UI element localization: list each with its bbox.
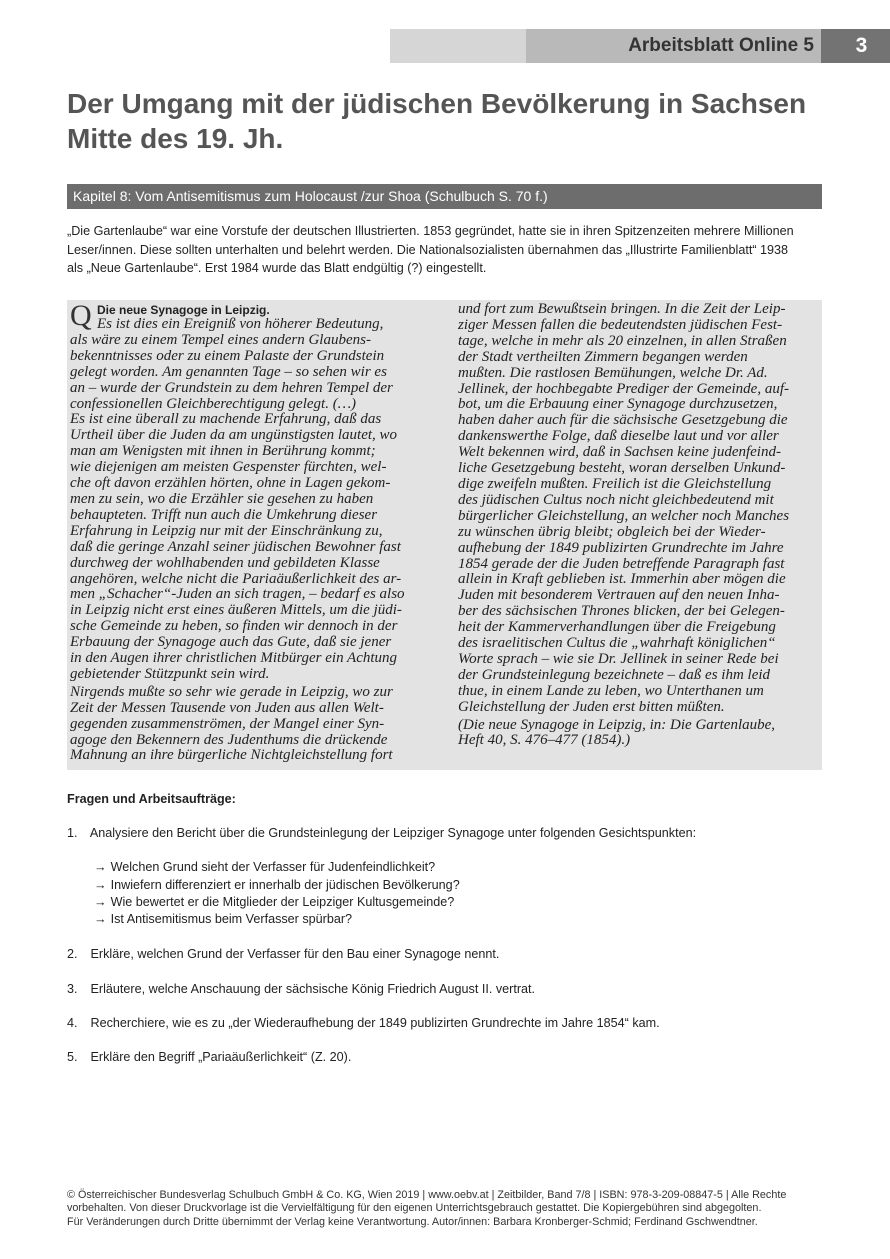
page-number: 3 — [855, 34, 868, 57]
worksheet-label: Arbeitsblatt Online 5 — [628, 35, 814, 56]
source-q-marker: Q — [70, 299, 92, 332]
source-column-left — [70, 299, 425, 764]
source-line: Urtheil über die Juden da am ungünstigsten lautet, wo — [70, 427, 398, 444]
task-number: 1. — [67, 826, 78, 840]
page-number-badge — [821, 29, 890, 63]
source-line: behaupteten. Trifft nun auch die Umkehrung dieser — [70, 506, 378, 523]
source-line: der Grundsteinlegung bezeichnete – daß es ihm leid — [458, 666, 771, 683]
source-column-right — [458, 302, 820, 749]
intro-line: Leser/innen. Diese sollten unterhalten und belehrt werden. Die Nationalsozialisten übernahmen das „Illustrirte Familienblatt“ 1938 — [67, 242, 789, 257]
intro-paragraph — [67, 222, 827, 278]
header-bar-light-segment — [390, 29, 526, 63]
source-line: 1854 gerade der die Juden betreffende Paragraph fast — [458, 555, 785, 572]
source-line: man am Wenigsten mit ihnen in Berührung kommt; — [70, 443, 376, 460]
source-line: gelegt worden. Am genannten Tage – so sehen wir es — [70, 363, 387, 380]
task-item — [67, 980, 535, 998]
source-heading: Die neue Synagoge in Leipzig. — [97, 303, 270, 317]
source-line: sche Gemeinde zu heben, so finden wir dennoch in der — [70, 618, 398, 635]
source-line: Juden mit besonderem Vertrauen auf den neuen Inha- — [458, 587, 780, 604]
source-line: (Die neue Synagoge in Leipzig, in: Die Gartenlaube, — [458, 716, 776, 733]
source-line: in den Augen ihrer christlichen Mitbürger ein Achtung — [70, 650, 398, 667]
source-line: Nirgends mußte so sehr wie gerade in Leipzig, wo zur — [70, 683, 393, 700]
source-paragraph-lines — [70, 317, 425, 412]
source-line: des jüdischen Cultus noch nicht gleichbedeutend mit — [458, 491, 774, 508]
task-item — [67, 824, 696, 842]
source-line: als wäre zu einem Tempel eines andern Glaubens- — [70, 331, 371, 348]
source-line: Welt bekennen wird, daß in Sachsen keine judenfeind- — [458, 444, 781, 461]
source-line: heit der Kammerverhandlungen über die Freigebung — [458, 619, 776, 636]
source-line: liche Gesetzgebung besteht, woran derselben Unkund- — [458, 460, 786, 477]
arrow-icon: → — [94, 912, 107, 926]
task-subitem — [94, 877, 460, 895]
arrow-icon: → — [94, 878, 107, 892]
source-line: zu wünschen übrig bleibt; obgleich bei der Wieder- — [458, 523, 766, 540]
task-text: Erkläre, welchen Grund der Verfasser für den Bau einer Synagoge nennt. — [90, 947, 500, 961]
source-line: Zeit der Messen Tausende von Juden aus allen Welt- — [70, 699, 384, 716]
source-line: Erfahrung in Leipzig nur mit der Einschränkung zu, — [70, 522, 383, 539]
task-number: 5. — [67, 1050, 78, 1064]
task-number: 3. — [67, 982, 78, 996]
source-line: Heft 40, S. 476–477 (1854).) — [458, 732, 631, 749]
source-line: Erbauung der Synagoge auch das Gute, daß sie jener — [70, 634, 392, 651]
source-line: durchweg der wohlhabenden und gebildeten Klasse — [70, 554, 380, 571]
source-line: allein in Kraft geblieben ist. Immerhin aber mögen die — [458, 571, 786, 588]
source-paragraph — [70, 685, 425, 765]
chapter-bar: Kapitel 8: Vom Antisemitismus zum Holocaust /zur Shoa (Schulbuch S. 70 f.) — [67, 184, 822, 209]
footer-line: vorbehalten. Von dieser Druckvorlage ist die Vervielfältigung für den eigenen Unterrichtsgebrauch gestattet. Die Kopiergebühren sind abgegolten. — [67, 1202, 762, 1215]
source-line: thue, in einem Lande zu leben, wo Unterthanen um — [458, 682, 764, 699]
task-text: Erkläre den Begriff „Pariaäußerlichkeit“ (Z. 20). — [90, 1050, 352, 1064]
source-line: Worte sprach – wie sie Dr. Jellinek in seiner Rede bei — [458, 650, 779, 667]
source-paragraph — [458, 302, 820, 716]
subitem-text: Inwiefern differenziert er innerhalb der jüdischen Bevölkerung? — [110, 878, 460, 892]
source-line: und fort zum Bewußtsein bringen. In die Zeit der Leip- — [458, 301, 786, 317]
source-paragraph — [70, 412, 425, 682]
source-line: men „Schacher“-Juden an sich tragen, – bedarf es also — [70, 586, 405, 603]
task-text: Analysiere den Bericht über die Grundsteinlegung der Leipziger Synagoge unter folgenden Gesichtspunkten: — [89, 826, 697, 840]
source-line: agoge den Bekennern des Judenthums die drückende — [70, 731, 388, 748]
source-line: ziger Messen fallen die bedeutendsten jüdischen Fest- — [458, 316, 783, 333]
tasks-heading: Fragen und Arbeitsaufträge: — [67, 792, 236, 806]
source-line: confessionellen Gleichberechtigung gelegt. (…) — [70, 395, 357, 412]
source-line: che oft davon erzählen hörten, ohne in Lagen gekom- — [70, 475, 391, 492]
source-line: Es ist eine überall zu machende Erfahrung, daß das — [70, 411, 382, 428]
source-line: ber des sächsischen Thrones blicken, der bei Gelegen- — [458, 603, 785, 620]
task-item — [67, 945, 499, 963]
source-line: daß die geringe Anzahl seiner jüdischen Bewohner fast — [70, 538, 401, 555]
source-box — [67, 300, 822, 770]
task-item — [67, 1014, 660, 1032]
source-citation — [458, 718, 820, 750]
task-subitem — [94, 859, 435, 877]
source-paragraph — [70, 299, 425, 412]
source-line: men zu sein, wo die Erzähler sie gesehen zu haben — [70, 490, 374, 507]
source-line: gebietender Stützpunkt sein wird. — [70, 665, 270, 682]
source-line: tage, welche in mehr als 20 einzelnen, in allen Straßen — [458, 332, 787, 349]
footer-line: Für Veränderungen durch Dritte übernimmt der Verlag keine Verantwortung. Autor/innen: Barbara Kronberger-Schmid; Ferdinand Gschwendtner. — [67, 1215, 758, 1228]
intro-line: „Die Gartenlaube“ war eine Vorstufe der deutschen Illustrierten. 1853 gegründet, hatte sie in ihren Spitzenzeiten mehrere Millionen — [67, 224, 794, 238]
source-line: angehören, welche nicht die Pariaäußerlichkeit des ar- — [70, 570, 402, 587]
source-line: bot, um die Erbauung einer Synagoge durchzusetzen, — [458, 396, 778, 413]
source-line: dige zweifeln mußten. Freilich ist die Gleichstellung — [458, 475, 772, 492]
source-line: dankenswerthe Folge, daß dieselbe laut und vor aller — [458, 428, 779, 445]
task-text: Recherchiere, wie es zu „der Wiederaufhebung der 1849 publizirten Grundrechte im Jahre 1854“ kam. — [90, 1016, 660, 1030]
subitem-text: Ist Antisemitismus beim Verfasser spürbar? — [110, 912, 353, 926]
task-subitem — [94, 911, 352, 929]
source-line: in Leipzig nicht erst eines äußeren Mittels, um die jüdi- — [70, 602, 402, 619]
task-text: Erläutere, welche Anschauung der sächsische König Friedrich August II. vertrat. — [90, 982, 536, 996]
intro-line: als „Neue Gartenlaube“. Erst 1984 wurde das Blatt endgültig (?) eingestellt. — [67, 261, 487, 275]
arrow-icon: → — [94, 860, 107, 874]
header-bar — [390, 29, 890, 63]
title-line: Der Umgang mit der jüdischen Bevölkerung in Sachsen — [67, 88, 807, 119]
source-line: bekenntnisses oder zu einem Palaste der Grundstein — [70, 347, 385, 364]
page-title — [67, 86, 827, 156]
title-line: Mitte des 19. Jh. — [67, 123, 284, 154]
footer-copyright — [67, 1189, 827, 1229]
task-number: 4. — [67, 1016, 78, 1030]
task-number: 2. — [67, 947, 78, 961]
task-item — [67, 1048, 351, 1066]
source-line: Gleichstellung der Juden erst bitten müßten. — [458, 698, 725, 715]
footer-line: © Österreichischer Bundesverlag Schulbuch GmbH & Co. KG, Wien 2019 | www.oebv.at | Zeitbilder, Band 7/8 | ISBN: 978-3-209-08847-5 | Alle Rechte — [67, 1189, 787, 1201]
source-line: an – wurde der Grundstein zu dem hehren Tempel der — [70, 379, 393, 396]
subitem-text: Welchen Grund sieht der Verfasser für Judenfeindlichkeit? — [110, 860, 436, 874]
source-line: wie diejenigen am meisten Gespenster fürchten, wel- — [70, 459, 387, 476]
subitem-text: Wie bewertet er die Mitglieder der Leipziger Kultusgemeinde? — [110, 895, 455, 909]
source-line: Mahnung an ihre bürgerliche Nichtgleichstellung fort — [70, 747, 393, 764]
source-line: mußten. Die rastlosen Bemühungen, welche Dr. Ad. — [458, 364, 768, 381]
source-line: des israelitischen Cultus die „wahrhaft königlichen“ — [458, 635, 776, 652]
source-line: haben daher auch für die sächsische Gesetzgebung die — [458, 412, 788, 429]
source-line: der Stadt vertheilten Zimmern begangen werden — [458, 348, 748, 365]
source-line: aufhebung der 1849 publizirten Grundrechte im Jahre — [458, 539, 784, 556]
arrow-icon: → — [94, 895, 107, 909]
task-subitem — [94, 894, 454, 912]
source-line: Es ist dies ein Ereigniß von höherer Bedeutung, — [97, 316, 384, 332]
source-line: bürgerlicher Gleichstellung, an welcher noch Manches — [458, 507, 790, 524]
source-line: Jellinek, der hochbegabte Prediger der Gemeinde, auf- — [458, 380, 789, 397]
source-line: gegenden zusammenströmen, der Mangel einer Syn- — [70, 715, 385, 732]
